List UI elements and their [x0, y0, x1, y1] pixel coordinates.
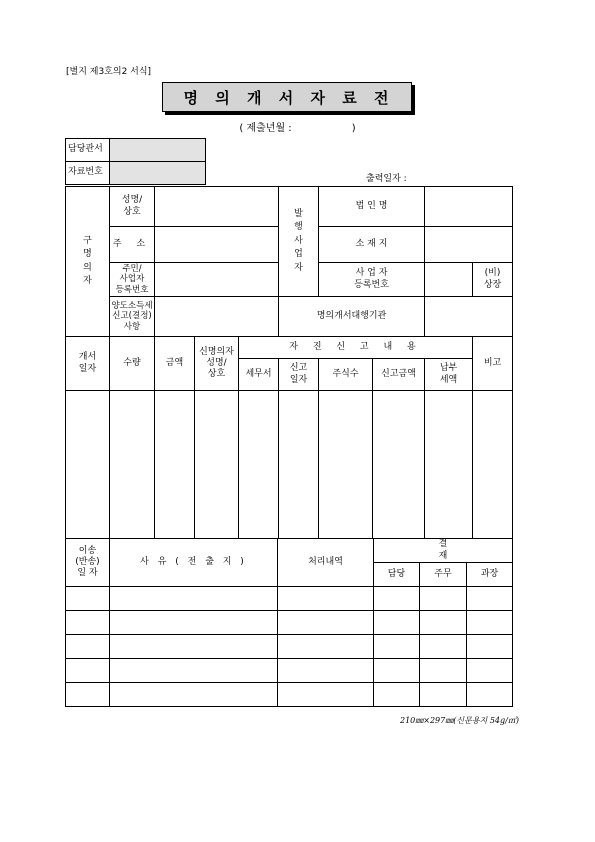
issuer-corp-label: 법 인 명: [319, 187, 425, 227]
detail-cell: [110, 391, 155, 539]
buyer-name-value: [155, 187, 279, 227]
main-table: [65, 186, 513, 539]
print-date-label: 출력일자 :: [366, 174, 407, 184]
transfer-row: [66, 587, 513, 611]
submit-date-label: ( 제출년월 :: [239, 123, 292, 134]
issuer-bizno-label: 사 업 자 등록번호: [319, 263, 425, 297]
buyer-address-label: 주 소: [110, 227, 155, 263]
issuer-agency-value: [425, 297, 513, 337]
detail-amount-header: 금액: [155, 337, 195, 391]
transfer-date-header: 이송 (반송) 일 자: [66, 539, 110, 587]
detail-cell: [473, 391, 513, 539]
issuer-agency-label: 명의개서대행기관: [279, 297, 425, 337]
transfer-result-header: 처리내역: [278, 539, 374, 587]
detail-cell: [66, 391, 110, 539]
buyer-id-value: [155, 263, 279, 297]
transfer-table: [65, 538, 513, 707]
buyer-address-value: [155, 227, 279, 263]
transfer-row: [66, 635, 513, 659]
buyer-id-label: 주민/ 사업자 등록번호: [110, 263, 155, 297]
office-table: [65, 138, 206, 185]
detail-cell: [195, 391, 239, 539]
buyer-name-label: 성명/ 상호: [110, 187, 155, 227]
detail-qty-header: 수량: [110, 337, 155, 391]
detail-date-header: 개서 일자: [66, 337, 110, 391]
submit-date-line: [0, 119, 595, 134]
detail-cell: [279, 391, 319, 539]
approval-chief-header: 주무: [420, 563, 467, 587]
title-char: 명: [183, 88, 201, 107]
buyer-taxreport-value: [155, 297, 279, 337]
approval-header: 결 재: [374, 539, 513, 563]
form-number-label: [별지 제3호의2 서식]: [66, 67, 152, 77]
serial-value: [110, 162, 206, 185]
detail-taxoffice-header: 세무서: [239, 359, 279, 391]
buyer-group-label: 구 명 의 자: [66, 187, 110, 337]
title-char: 전: [373, 88, 391, 107]
detail-applicant-header: 신명의자 성명/ 상호: [195, 337, 239, 391]
transfer-row: [66, 683, 513, 707]
title-char: 자: [310, 88, 327, 107]
detail-reportdate-header: 신고 일자: [279, 359, 319, 391]
issuer-group-label: 발 행 사 업 자: [279, 187, 319, 297]
detail-cell: [319, 391, 373, 539]
detail-cell: [239, 391, 279, 539]
issuer-location-label: 소 재 지: [319, 227, 425, 263]
title-char: 서: [278, 88, 296, 107]
buyer-taxreport-label: 양도소득세 신고(결정) 사항: [110, 297, 155, 337]
issuer-corp-value: [425, 187, 513, 227]
transfer-reason-header: 사 유 ( 전 출 지 ): [110, 539, 278, 587]
transfer-row: [66, 611, 513, 635]
detail-cell: [155, 391, 195, 539]
submit-date-close: ): [351, 123, 356, 134]
document-title: [180, 87, 395, 108]
issuer-bizno-value: [425, 263, 473, 297]
title-char: 료: [342, 88, 359, 107]
document-title-box: [162, 82, 412, 112]
issuer-location-value: [425, 227, 513, 263]
title-char: 개: [247, 88, 264, 107]
serial-label: 자료번호: [66, 162, 110, 185]
approval-incharge-header: 담당: [374, 563, 420, 587]
detail-entry-row: [66, 391, 513, 539]
detail-shares-header: 주식수: [319, 359, 373, 391]
detail-remark-header: 비고: [473, 337, 513, 391]
detail-paidtax-header: 납부 세액: [425, 359, 473, 391]
issuer-listed-label: (비) 상장: [473, 263, 513, 297]
paper-size-note: 210㎜×297㎜(신문용지 54g/㎡): [400, 716, 519, 725]
office-value: [110, 139, 206, 162]
approval-manager-header: 과장: [467, 563, 513, 587]
detail-cell: [425, 391, 473, 539]
detail-report-title: 자 진 신 고 내 용: [239, 337, 473, 359]
detail-cell: [373, 391, 425, 539]
office-label: 담당관서: [66, 139, 110, 162]
title-char: 의: [215, 88, 232, 107]
transfer-row: [66, 659, 513, 683]
detail-reportamount-header: 신고금액: [373, 359, 425, 391]
